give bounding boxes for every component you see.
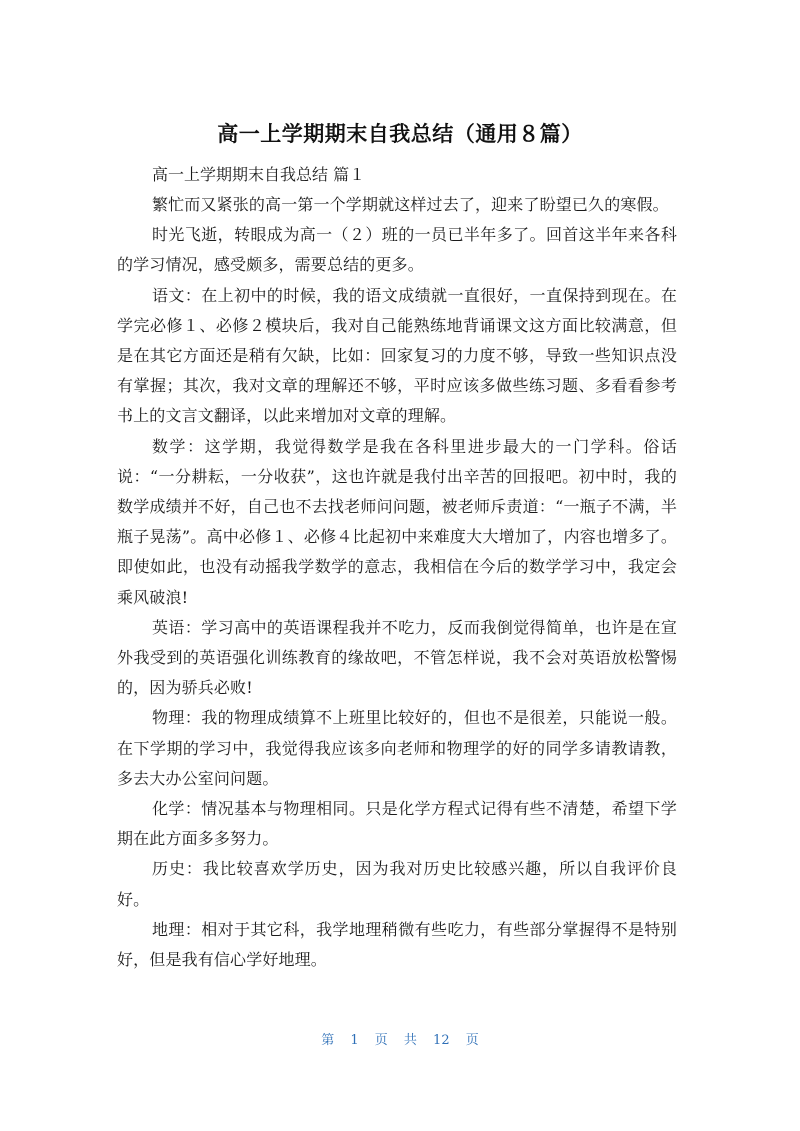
paragraph-geography: 地理：相对于其它科，我学地理稍微有些吃力，有些部分掌握得不是特别好，但是我有信心学好地理。 (117, 919, 677, 970)
document-body (117, 190, 677, 975)
paragraph-chinese: 语文：在上初中的时候，我的语文成绩就一直很好，一直保持到现在。在学完必修１、必修２模块后，我对自己能熟练地背诵课文这方面比较满意，但是在其它方面还是稍有欠缺，比如：回家复习的力度不够，导致一些知识点没有掌握；其次，我对文章的理解还不够，平时应该多做些练习题、多看看参考书上的文言文翻译，以此来增加对文章的理解。 (117, 285, 677, 426)
paragraph-intro: 繁忙而又紧张的高一第一个学期就这样过去了，迎来了盼望已久的寒假。 (152, 195, 669, 214)
paragraph-math: 数学：这学期，我觉得数学是我在各科里进步最大的一门学科。俗话说：“一分耕耘，一分收获”，这也许就是我付出辛苦的回报吧。初中时，我的数学成绩并不好，自己也不去找老师问问题，被老师斥责道：“一瓶子不满，半瓶子晃荡”。高中必修１、必修４比起初中来难度大大增加了，内容也增多了。即使如此，也没有动摇我学数学的意志，我相信在今后的数学学习中，我定会乘风破浪! (117, 436, 677, 607)
paragraph-overview: 时光飞逝，转眼成为高一（２）班的一员已半年多了。回首这半年来各科的学习情况，感受颇多，需要总结的更多。 (117, 225, 677, 275)
document-title: 高一上学期期末自我总结（通用８篇） (217, 122, 583, 146)
paragraph-english: 英语：学习高中的英语课程我并不吃力，反而我倒觉得简单，也许是在宣外我受到的英语强化训练教育的缘故吧，不管怎样说，我不会对英语放松警惕的，因为骄兵必败! (117, 617, 677, 698)
paragraph-chemistry: 化学：情况基本与物理相同。只是化学方程式记得有些不清楚，希望下学期在此方面多多努力。 (117, 799, 677, 849)
paragraph-history: 历史：我比较喜欢学历史，因为我对历史比较感兴趣，所以自我评价良好。 (117, 859, 677, 909)
paragraph-physics: 物理：我的物理成绩算不上班里比较好的，但也不是很差，只能说一般。在下学期的学习中，我觉得我应该多向老师和物理学的好的同学多请教请教，多去大办公室问问题。 (117, 708, 677, 788)
page-number-footer: 第 1 页 共 12 页 (321, 1033, 479, 1048)
section-subtitle: 高一上学期期末自我总结 篇１ (152, 165, 366, 184)
